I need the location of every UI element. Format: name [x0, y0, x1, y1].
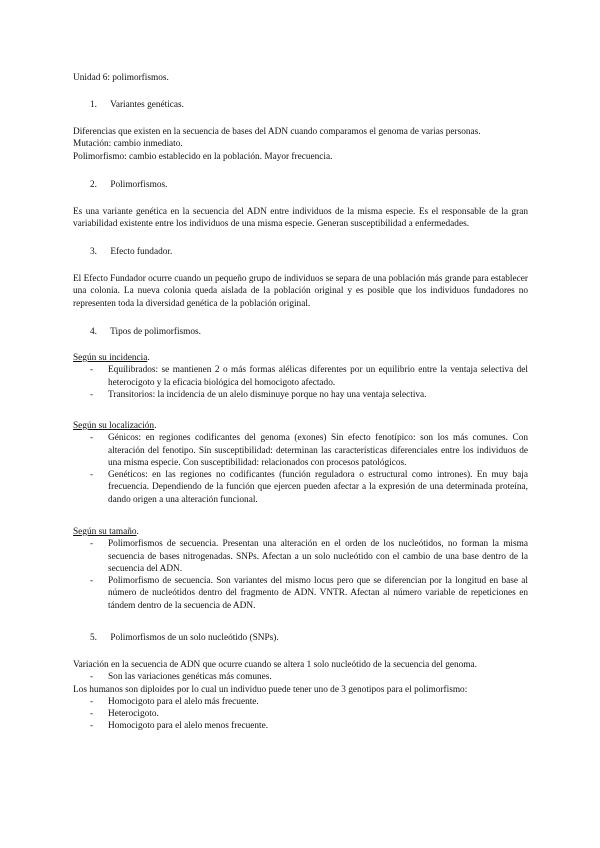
section-title: Tipos de polimorfismos.: [110, 327, 201, 337]
section-3-paragraph: El Efecto Fundador ocurre cuando un pequeño grupo de individuos se separa de una población más grande para establecer una colonia. La nueva colonia queda aislada de la población original y es posible que los individuos fundadores no representen toda la diversidad genética de la población original.: [73, 274, 528, 309]
paragraph: Polimorfismo: cambio establecido en la población. Mayor frecuencia.: [73, 151, 333, 162]
localizacion-list: [73, 432, 528, 506]
subheading-suffix: .: [136, 527, 139, 537]
genotype-list: [73, 696, 528, 733]
list-item-text: Genéticos: en las regiones no codificantes (función reguladora o estructural como intrones). En muy baja frecuencia. Dependiendo de la función que ejercen pueden afectar a la expresión de una determinada proteína, dando origen a una alteración funcional.: [108, 470, 528, 505]
list-item-text: Equilibrados: se mantienen 2 o más formas alélicas diferentes por un equilibrio entre la ventaja selectiva del heterocigoto y la eficacia biológica del homocigoto afectado.: [108, 365, 528, 388]
section-number: 4.: [90, 327, 97, 337]
section-title: Polimorfismos.: [110, 180, 168, 190]
localizacion-group: [73, 420, 528, 506]
list-item: - Polimorfismos de secuencia. Presentan una alteración en el orden de los nucleótidos, no forman la misma secuencia de bases nitrogenadas. SNPs. Afectan a un solo nucleótido con el cambio de una base dentro de la secuencia del ADN.: [90, 539, 528, 574]
subheading-tamano: [73, 526, 528, 538]
list-item: - Transitorios: la incidencia de un alelo disminuye porque no hay una ventaja selectiva.: [90, 389, 427, 400]
list-item: - Son las variaciones genéticas más comunes.: [90, 672, 272, 683]
section-title: Variantes genéticas.: [110, 100, 184, 110]
list-item: - Polimorfismo de secuencia. Son variantes del mismo locus pero que se diferencian por la longitud en base al número de nucleótidos dentro del fragmento de ADN. VNTR. Afectan al número variable de repeticiones en tándem dentro de la secuencia de ADN.: [90, 576, 528, 611]
section-2-paragraph: Es una variante genética en la secuencia del ADN entre individuos de la misma especie. Es el responsable de la gran variabilidad existente entre los individuos de una misma especie. Generan susceptibilidad a enfermedades.: [73, 207, 528, 230]
section-1-body: [73, 126, 528, 163]
paragraph: Diferencias que existen en la secuencia de bases del ADN cuando comparamos el genoma de varias personas.: [73, 127, 481, 137]
list-item-text: Son las variaciones genéticas más comunes.: [108, 672, 272, 683]
subheading-suffix: .: [154, 421, 157, 431]
list-item-text: Polimorfismos de secuencia. Presentan una alteración en el orden de los nucleótidos, no forman la misma secuencia de bases nitrogenadas. SNPs. Afectan a un solo nucleótido con el cambio de una base dentro de la secuencia del ADN.: [108, 539, 528, 574]
section-number: 2.: [90, 180, 97, 190]
incidencia-list: [73, 364, 528, 401]
list-item: - Homocigoto para el alelo más frecuente.: [90, 696, 259, 707]
paragraph: Variación en la secuencia de ADN que ocurre cuando se altera 1 solo nucleótido de la secuencia del genoma.: [73, 660, 477, 670]
section-number: 5.: [90, 633, 97, 643]
list-item-text: Polimorfismo de secuencia. Son variantes del mismo locus pero que se diferencian por la longitud en base al número de nucleótidos dentro del fragmento de ADN. VNTR. Afectan al número variable de repeticiones en tándem dentro de la secuencia de ADN.: [108, 576, 528, 611]
tamano-group: [73, 526, 528, 612]
section-2-heading: [90, 179, 167, 191]
subheading-suffix: .: [147, 353, 150, 363]
subheading-label: Según su incidencia: [73, 353, 148, 363]
section-3-heading: [90, 246, 172, 258]
snp-list-1: [73, 671, 528, 683]
paragraph: Los humanos son diploides por lo cual un individuo puede tener uno de 3 genotipos para el polimorfismo:: [73, 684, 468, 695]
section-4-heading: [90, 326, 201, 338]
subheading-localizacion: [73, 420, 528, 432]
incidencia-group: [73, 352, 528, 401]
section-number: 3.: [90, 247, 97, 257]
list-item-text: Génicos: en regiones codificantes del genoma (exones) Sin efecto fenotípico: son los más comunes. Con alteración del fenotipo. Sin susceptibilidad: determinan las características diferenciales entre los individuos de una misma especie. Con susceptibilidad: relacionados con procesos patológicos.: [108, 433, 528, 468]
list-item-text: Homocigoto para el alelo más frecuente.: [108, 696, 259, 707]
list-item-text: Heterocigoto.: [108, 709, 159, 720]
list-item: - Génicos: en regiones codificantes del genoma (exones) Sin efecto fenotípico: son los más comunes. Con alteración del fenotipo. Sin susceptibilidad: determinan las características diferenciales entre los individuos de una misma especie. Con susceptibilidad: relacionados con procesos patológicos.: [90, 433, 528, 468]
tamano-list: [73, 538, 528, 612]
list-item: - Homocigoto para el alelo menos frecuente.: [90, 721, 269, 732]
list-item-text: Homocigoto para el alelo menos frecuente.: [108, 721, 269, 732]
section-number: 1.: [90, 100, 97, 110]
section-1-heading: [90, 99, 184, 111]
paragraph: Mutación: cambio inmediato.: [73, 139, 183, 150]
list-item-text: Transitorios: la incidencia de un alelo disminuye porque no hay una ventaja selectiva.: [108, 389, 427, 400]
list-item: - Equilibrados: se mantienen 2 o más formas alélicas diferentes por un equilibrio entre la ventaja selectiva del heterocigoto y la eficacia biológica del homocigoto afectado.: [90, 365, 528, 388]
section-title: Polimorfismos de un solo nucleótido (SNPs).: [110, 633, 279, 643]
subheading-label: Según su localización: [73, 421, 155, 431]
list-item: - Heterocigoto.: [90, 709, 159, 720]
section-title: Efecto fundador.: [110, 247, 173, 257]
document-title: Unidad 6: polimorfismos.: [73, 73, 169, 83]
list-item: - Genéticos: en las regiones no codificantes (función reguladora o estructural como intrones). En muy baja frecuencia. Dependiendo de la función que ejercen pueden afectar a la expresión de una determinada proteína, dando origen a una alteración funcional.: [90, 470, 528, 505]
section-5-body: [73, 659, 528, 733]
section-5-heading: [90, 632, 279, 644]
subheading-label: Según su tamaño: [73, 527, 137, 537]
subheading-incidencia: [73, 352, 528, 364]
